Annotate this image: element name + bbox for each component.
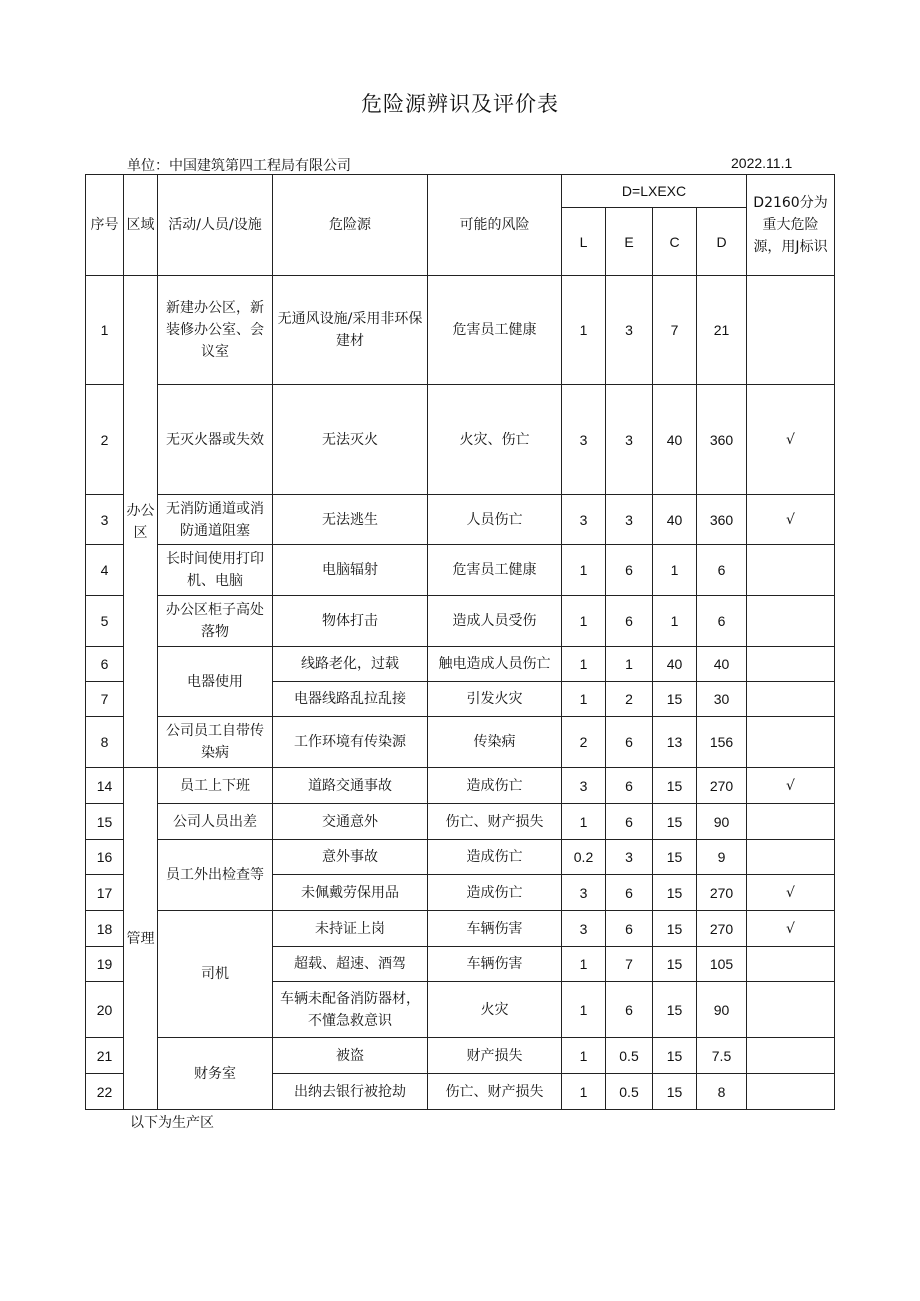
c-value-cell: 15: [653, 768, 697, 804]
seq-cell: 6: [86, 647, 124, 682]
major-mark-cell: √: [747, 911, 835, 947]
d-value-cell: 270: [697, 768, 747, 804]
l-value-cell: 3: [562, 875, 606, 911]
risk-cell: 火灾、伤亡: [428, 385, 562, 495]
seq-cell: 20: [86, 982, 124, 1038]
major-mark-cell: [747, 682, 835, 717]
d-value-cell: 7.5: [697, 1038, 747, 1074]
activity-cell: 办公区柜子高处落物: [158, 596, 273, 647]
major-mark-cell: [747, 982, 835, 1038]
major-mark-cell: √: [747, 495, 835, 545]
hazard-cell: 未持证上岗: [273, 911, 428, 947]
c-value-cell: 15: [653, 947, 697, 982]
activity-cell: 无消防通道或消防通道阻塞: [158, 495, 273, 545]
header-hazard: 危险源: [273, 175, 428, 276]
hazard-cell: 被盗: [273, 1038, 428, 1074]
area-cell: 办公区: [124, 276, 158, 768]
hazard-cell: 车辆未配备消防器材，不懂急救意识: [273, 982, 428, 1038]
seq-cell: 7: [86, 682, 124, 717]
e-value-cell: 3: [606, 276, 653, 385]
activity-cell: 司机: [158, 911, 273, 1038]
l-value-cell: 1: [562, 682, 606, 717]
activity-cell: 公司人员出差: [158, 804, 273, 840]
major-mark-cell: [747, 647, 835, 682]
d-value-cell: 270: [697, 875, 747, 911]
header-E: E: [606, 208, 653, 276]
l-value-cell: 3: [562, 768, 606, 804]
hazard-cell: 无法逃生: [273, 495, 428, 545]
activity-cell: 财务室: [158, 1038, 273, 1110]
header-risk: 可能的风险: [428, 175, 562, 276]
c-value-cell: 13: [653, 717, 697, 768]
e-value-cell: 7: [606, 947, 653, 982]
activity-cell: 公司员工自带传染病: [158, 717, 273, 768]
e-value-cell: 6: [606, 982, 653, 1038]
header-row: [86, 175, 835, 208]
activity-cell: 新建办公区，新装修办公室、会议室: [158, 276, 273, 385]
activity-cell: 员工上下班: [158, 768, 273, 804]
e-value-cell: 0.5: [606, 1074, 653, 1110]
table-row: [86, 276, 835, 385]
l-value-cell: 1: [562, 947, 606, 982]
unit-label: 单位：中国建筑第四工程局有限公司: [127, 158, 351, 174]
c-value-cell: 40: [653, 647, 697, 682]
hazard-cell: 出纳去银行被抢劫: [273, 1074, 428, 1110]
major-mark-cell: [747, 717, 835, 768]
major-mark-cell: [747, 1074, 835, 1110]
e-value-cell: 2: [606, 682, 653, 717]
major-mark-cell: [747, 947, 835, 982]
table-row: [86, 596, 835, 647]
l-value-cell: 3: [562, 911, 606, 947]
hazard-cell: 未佩戴劳保用品: [273, 875, 428, 911]
d-value-cell: 156: [697, 717, 747, 768]
hazard-cell: 交通意外: [273, 804, 428, 840]
risk-cell: 造成人员受伤: [428, 596, 562, 647]
major-mark-cell: [747, 804, 835, 840]
e-value-cell: 3: [606, 495, 653, 545]
risk-cell: 伤亡、财产损失: [428, 1074, 562, 1110]
major-mark-cell: √: [747, 768, 835, 804]
risk-cell: 触电造成人员伤亡: [428, 647, 562, 682]
c-value-cell: 7: [653, 276, 697, 385]
l-value-cell: 1: [562, 545, 606, 596]
seq-cell: 8: [86, 717, 124, 768]
seq-cell: 4: [86, 545, 124, 596]
l-value-cell: 3: [562, 495, 606, 545]
d-value-cell: 40: [697, 647, 747, 682]
seq-cell: 1: [86, 276, 124, 385]
hazard-cell: 道路交通事故: [273, 768, 428, 804]
e-value-cell: 6: [606, 768, 653, 804]
table-row: [86, 545, 835, 596]
header-major: D2160分为重大危险源，用J标识: [747, 175, 835, 276]
footer-note: 以下为生产区: [130, 1115, 214, 1131]
seq-cell: 5: [86, 596, 124, 647]
c-value-cell: 15: [653, 911, 697, 947]
major-mark-cell: [747, 276, 835, 385]
activity-cell: 无灭火器或失效: [158, 385, 273, 495]
header-formula: D=LXEXC: [562, 175, 747, 208]
risk-cell: 危害员工健康: [428, 276, 562, 385]
risk-cell: 财产损失: [428, 1038, 562, 1074]
table-row: [86, 717, 835, 768]
table-row: [86, 495, 835, 545]
c-value-cell: 15: [653, 682, 697, 717]
seq-cell: 19: [86, 947, 124, 982]
risk-cell: 火灾: [428, 982, 562, 1038]
table-row: [86, 385, 835, 495]
l-value-cell: 1: [562, 596, 606, 647]
table-body: [86, 175, 835, 1110]
e-value-cell: 3: [606, 840, 653, 875]
hazard-cell: 物体打击: [273, 596, 428, 647]
e-value-cell: 6: [606, 596, 653, 647]
l-value-cell: 2: [562, 717, 606, 768]
e-value-cell: 6: [606, 911, 653, 947]
seq-cell: 16: [86, 840, 124, 875]
hazard-cell: 超载、超速、酒驾: [273, 947, 428, 982]
header-C: C: [653, 208, 697, 276]
risk-cell: 造成伤亡: [428, 768, 562, 804]
seq-cell: 22: [86, 1074, 124, 1110]
d-value-cell: 90: [697, 804, 747, 840]
table-row: [86, 804, 835, 840]
d-value-cell: 6: [697, 596, 747, 647]
major-mark-cell: [747, 1038, 835, 1074]
hazard-cell: 线路老化，过载: [273, 647, 428, 682]
table-row: [86, 840, 835, 875]
risk-cell: 人员伤亡: [428, 495, 562, 545]
c-value-cell: 15: [653, 1074, 697, 1110]
l-value-cell: 1: [562, 804, 606, 840]
l-value-cell: 1: [562, 1074, 606, 1110]
header-activity: 活动/人员/设施: [158, 175, 273, 276]
l-value-cell: 0.2: [562, 840, 606, 875]
l-value-cell: 1: [562, 1038, 606, 1074]
d-value-cell: 21: [697, 276, 747, 385]
d-value-cell: 30: [697, 682, 747, 717]
d-value-cell: 270: [697, 911, 747, 947]
l-value-cell: 3: [562, 385, 606, 495]
l-value-cell: 1: [562, 276, 606, 385]
hazard-cell: 电器线路乱拉乱接: [273, 682, 428, 717]
e-value-cell: 6: [606, 875, 653, 911]
e-value-cell: 1: [606, 647, 653, 682]
c-value-cell: 15: [653, 840, 697, 875]
table-row: [86, 911, 835, 947]
d-value-cell: 360: [697, 385, 747, 495]
major-mark-cell: √: [747, 385, 835, 495]
activity-cell: 长时间使用打印机、电脑: [158, 545, 273, 596]
activity-cell: 员工外出检查等: [158, 840, 273, 911]
e-value-cell: 6: [606, 545, 653, 596]
risk-cell: 造成伤亡: [428, 875, 562, 911]
seq-cell: 17: [86, 875, 124, 911]
hazard-cell: 电脑辐射: [273, 545, 428, 596]
c-value-cell: 15: [653, 1038, 697, 1074]
hazard-cell: 意外事故: [273, 840, 428, 875]
risk-cell: 造成伤亡: [428, 840, 562, 875]
d-value-cell: 9: [697, 840, 747, 875]
hazard-cell: 工作环境有传染源: [273, 717, 428, 768]
e-value-cell: 0.5: [606, 1038, 653, 1074]
header-seq: 序号: [86, 175, 124, 276]
hazard-cell: 无通风设施/采用非环保建材: [273, 276, 428, 385]
hazard-table: [85, 174, 835, 1110]
page-title: 危险源辨识及评价表: [361, 92, 559, 116]
risk-cell: 引发火灾: [428, 682, 562, 717]
c-value-cell: 15: [653, 982, 697, 1038]
table-row: [86, 1038, 835, 1074]
area-cell: 管理: [124, 768, 158, 1110]
activity-cell: 电器使用: [158, 647, 273, 717]
d-value-cell: 8: [697, 1074, 747, 1110]
table-row: [86, 768, 835, 804]
major-mark-cell: √: [747, 875, 835, 911]
c-value-cell: 40: [653, 385, 697, 495]
c-value-cell: 40: [653, 495, 697, 545]
risk-cell: 车辆伤害: [428, 911, 562, 947]
risk-cell: 伤亡、财产损失: [428, 804, 562, 840]
risk-cell: 传染病: [428, 717, 562, 768]
l-value-cell: 1: [562, 647, 606, 682]
c-value-cell: 15: [653, 804, 697, 840]
d-value-cell: 6: [697, 545, 747, 596]
seq-cell: 18: [86, 911, 124, 947]
c-value-cell: 1: [653, 596, 697, 647]
seq-cell: 3: [86, 495, 124, 545]
header-area: 区域: [124, 175, 158, 276]
seq-cell: 2: [86, 385, 124, 495]
d-value-cell: 90: [697, 982, 747, 1038]
e-value-cell: 6: [606, 804, 653, 840]
major-mark-cell: [747, 596, 835, 647]
c-value-cell: 15: [653, 875, 697, 911]
risk-cell: 危害员工健康: [428, 545, 562, 596]
major-mark-cell: [747, 840, 835, 875]
c-value-cell: 1: [653, 545, 697, 596]
e-value-cell: 3: [606, 385, 653, 495]
d-value-cell: 105: [697, 947, 747, 982]
e-value-cell: 6: [606, 717, 653, 768]
major-mark-cell: [747, 545, 835, 596]
header-L: L: [562, 208, 606, 276]
seq-cell: 15: [86, 804, 124, 840]
report-date: 2022.11.1: [731, 155, 793, 171]
risk-cell: 车辆伤害: [428, 947, 562, 982]
d-value-cell: 360: [697, 495, 747, 545]
hazard-cell: 无法灭火: [273, 385, 428, 495]
l-value-cell: 1: [562, 982, 606, 1038]
seq-cell: 14: [86, 768, 124, 804]
header-D: D: [697, 208, 747, 276]
seq-cell: 21: [86, 1038, 124, 1074]
table-row: [86, 647, 835, 682]
